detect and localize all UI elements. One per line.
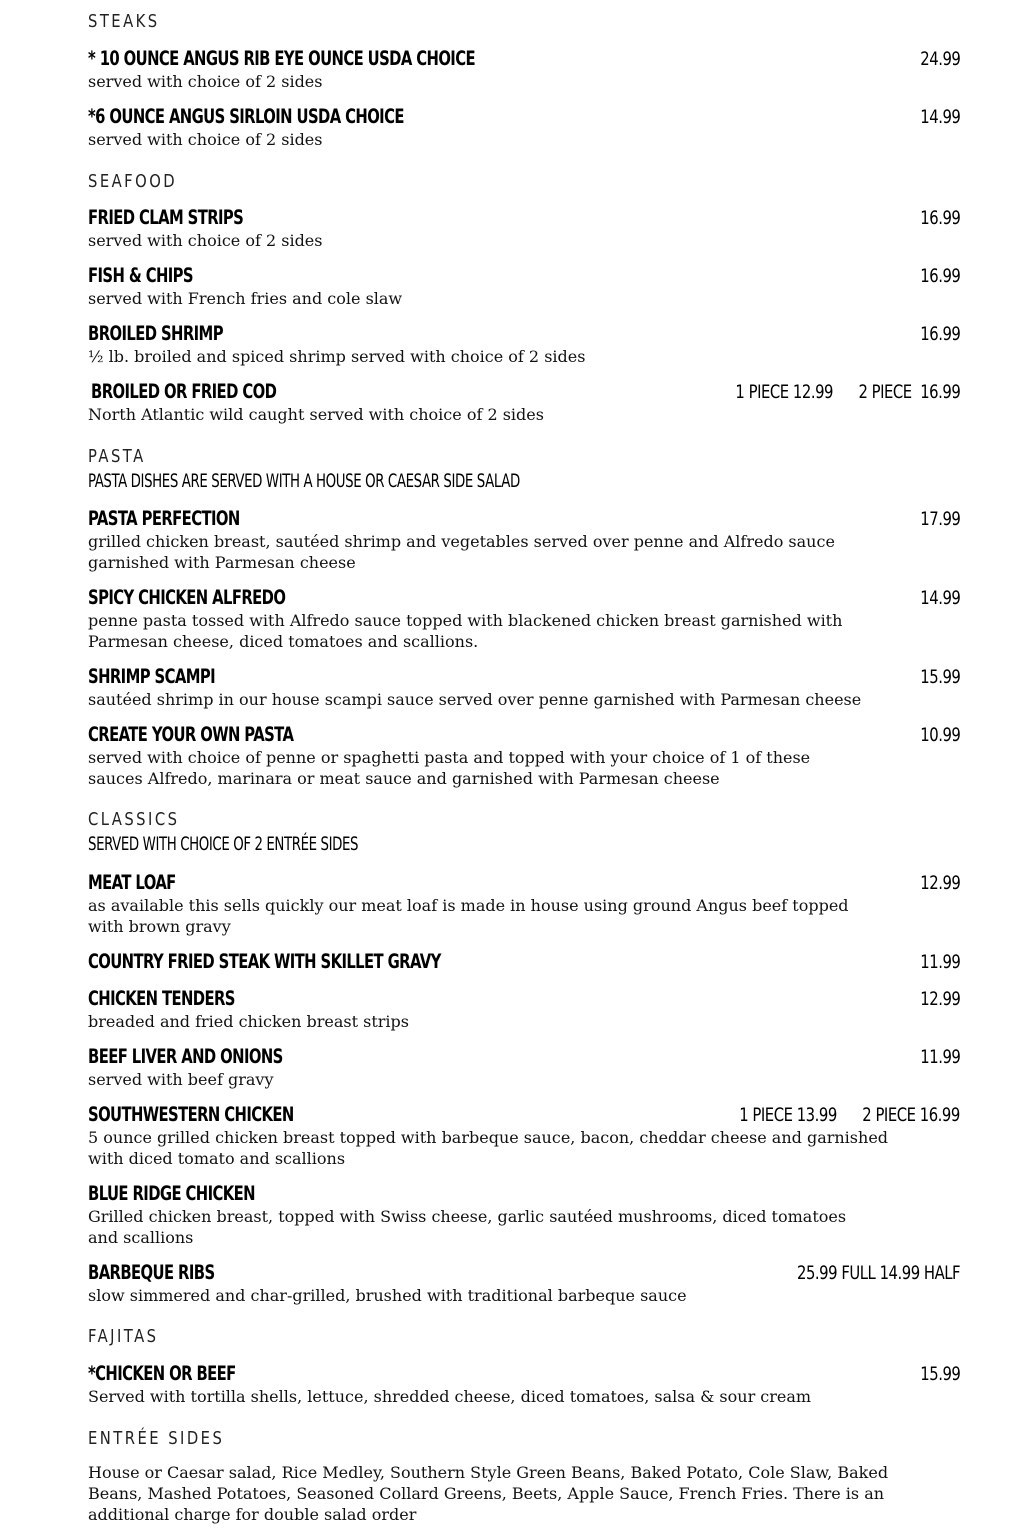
- entree-sides-text: House or Caesar salad, Rice Medley, Southern Style Green Beans, Baked Potato, Cole Slaw, Baked Beans, Mashed Potatoes, Seasoned Collard Greens, Beets, Apple Sauce, French Fries. There is an additional charge for double salad order: [88, 1463, 889, 1524]
- item-price-sirloin: 14.99: [919, 106, 960, 128]
- item-price-shrimp-scampi: 15.99: [919, 666, 960, 688]
- item-desc-broiled-shrimp: ½ lb. broiled and spiced shrimp served with choice of 2 sides: [88, 347, 586, 366]
- section-heading-classics: CLASSICS: [88, 809, 180, 830]
- item-price-chicken-or-beef: 15.99: [919, 1363, 960, 1385]
- item-price-create-pasta: 10.99: [919, 724, 960, 746]
- item-price-beef-liver: 11.99: [919, 1046, 960, 1068]
- item-name-barbeque-ribs: BARBEQUE RIBS: [88, 1261, 215, 1284]
- item-desc-beef-liver: served with beef gravy: [88, 1070, 274, 1089]
- item-price-spicy-alfredo: 14.99: [919, 587, 960, 609]
- item-desc-meat-loaf: as available this sells quickly our meat loaf is made in house using ground Angus beef topped with brown gravy: [88, 896, 849, 936]
- section-heading-fajitas: FAJITAS: [88, 1326, 159, 1347]
- item-desc-spicy-alfredo: penne pasta tossed with Alfredo sauce topped with blackened chicken breast garnished with Parmesan cheese, diced tomatoes and scallions.: [88, 611, 843, 651]
- item-desc-shrimp-scampi: sautéed shrimp in our house scampi sauce served over penne garnished with Parmesan cheese: [88, 690, 862, 709]
- item-price-ribeye: 24.99: [919, 48, 960, 70]
- item-price-meat-loaf: 12.99: [919, 872, 960, 894]
- item-price-barbeque-ribs: 25.99 FULL 14.99 HALF: [796, 1262, 960, 1284]
- item-desc-chicken-tenders: breaded and fried chicken breast strips: [88, 1012, 409, 1031]
- item-desc-ribeye: served with choice of 2 sides: [88, 72, 323, 91]
- item-name-broiled-shrimp: BROILED SHRIMP: [88, 322, 223, 345]
- item-desc-blue-ridge-chicken: Grilled chicken breast, topped with Swiss cheese, garlic sautéed mushrooms, diced tomatoes and scallions: [88, 1207, 847, 1247]
- item-price-clam-strips: 16.99: [919, 207, 960, 229]
- item-name-country-fried-steak: COUNTRY FRIED STEAK WITH SKILLET GRAVY: [88, 950, 441, 973]
- item-name-fish-chips: FISH & CHIPS: [88, 264, 193, 287]
- item-name-spicy-alfredo: SPICY CHICKEN ALFREDO: [88, 586, 286, 609]
- item-price-chicken-tenders: 12.99: [919, 988, 960, 1010]
- item-desc-clam-strips: served with choice of 2 sides: [88, 231, 323, 250]
- item-name-clam-strips: FRIED CLAM STRIPS: [88, 206, 244, 229]
- section-subheading-classics: SERVED WITH CHOICE OF 2 ENTRÉE SIDES: [88, 833, 359, 855]
- item-name-create-pasta: CREATE YOUR OWN PASTA: [88, 723, 294, 746]
- item-desc-barbeque-ribs: slow simmered and char-grilled, brushed with traditional barbeque sauce: [88, 1286, 687, 1305]
- item-name-pasta-perfection: PASTA PERFECTION: [88, 507, 240, 530]
- item-price-country-fried-steak: 11.99: [919, 951, 960, 973]
- item-price-fish-chips: 16.99: [919, 265, 960, 287]
- section-heading-seafood: SEAFOOD: [88, 171, 178, 192]
- item-desc-southwestern-chicken: 5 ounce grilled chicken breast topped with barbeque sauce, bacon, cheddar cheese and garnished with diced tomato and scallions: [88, 1128, 889, 1168]
- item-name-ribeye: * 10 OUNCE ANGUS RIB EYE OUNCE USDA CHOICE: [88, 47, 476, 70]
- section-subheading-pasta: PASTA DISHES ARE SERVED WITH A HOUSE OR CAESAR SIDE SALAD: [88, 470, 520, 492]
- item-name-chicken-tenders: CHICKEN TENDERS: [88, 987, 235, 1010]
- item-price-southwestern-chicken: 1 PIECE 13.99 2 PIECE 16.99: [739, 1104, 960, 1126]
- item-desc-pasta-perfection: grilled chicken breast, sautéed shrimp and vegetables served over penne and Alfredo sauce garnished with Parmesan cheese: [88, 532, 835, 572]
- item-price-pasta-perfection: 17.99: [919, 508, 960, 530]
- item-desc-create-pasta: served with choice of penne or spaghetti pasta and topped with your choice of 1 of these sauces Alfredo, marinara or meat sauce and garnished with Parmesan cheese: [88, 748, 811, 788]
- item-name-chicken-or-beef: *CHICKEN OR BEEF: [88, 1362, 236, 1385]
- item-price-broiled-shrimp: 16.99: [919, 323, 960, 345]
- item-name-blue-ridge-chicken: BLUE RIDGE CHICKEN: [88, 1182, 255, 1205]
- item-name-sirloin: *6 OUNCE ANGUS SIRLOIN USDA CHOICE: [88, 105, 404, 128]
- item-name-beef-liver: BEEF LIVER AND ONIONS: [88, 1045, 283, 1068]
- item-name-southwestern-chicken: SOUTHWESTERN CHICKEN: [88, 1103, 294, 1126]
- item-price-cod: 1 PIECE 12.99 2 PIECE 16.99: [735, 381, 960, 403]
- item-name-cod: BROILED OR FRIED COD: [91, 380, 277, 403]
- item-desc-chicken-or-beef: Served with tortilla shells, lettuce, shredded cheese, diced tomatoes, salsa & sour cream: [88, 1387, 812, 1406]
- section-heading-pasta: PASTA: [88, 446, 146, 467]
- item-name-shrimp-scampi: SHRIMP SCAMPI: [88, 665, 216, 688]
- item-desc-fish-chips: served with French fries and cole slaw: [88, 289, 403, 308]
- item-name-meat-loaf: MEAT LOAF: [88, 871, 176, 894]
- section-heading-entree-sides: ENTRÉE SIDES: [88, 1428, 225, 1449]
- item-desc-sirloin: served with choice of 2 sides: [88, 130, 323, 149]
- item-desc-cod: North Atlantic wild caught served with choice of 2 sides: [88, 405, 544, 424]
- section-heading-steaks: STEAKS: [88, 11, 160, 32]
